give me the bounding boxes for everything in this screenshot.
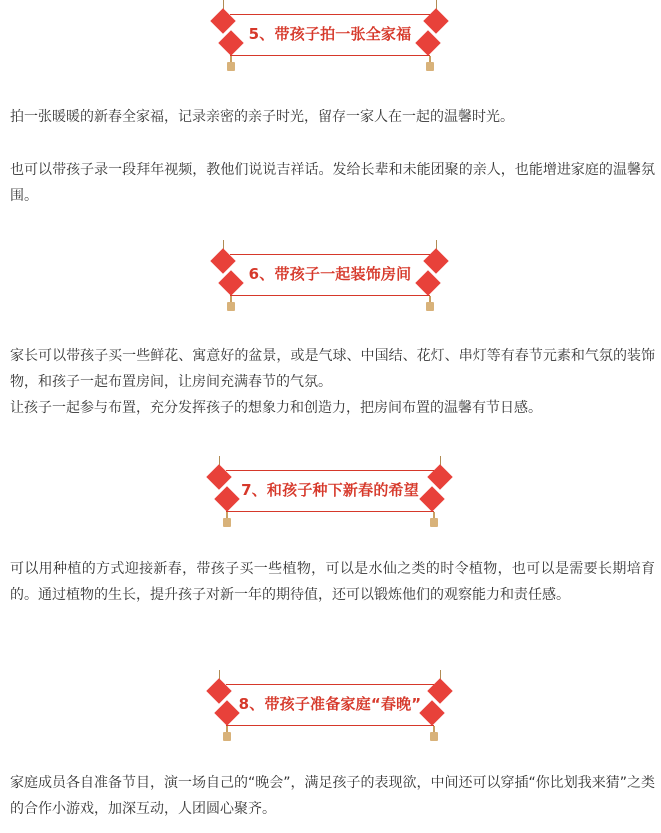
section-title-frame [226, 470, 434, 512]
section-title-frame [230, 14, 430, 56]
paragraph: 家庭成员各自准备节目，演一场自己的“晚会”，满足孩子的表现欲，中间还可以穿插“你比划我来猜”之类的合作小游戏，加深互动，人团圆心聚齐。 [10, 775, 656, 817]
section-title: 8、带孩子准备家庭“春晚” [238, 695, 422, 713]
paragraph: 可以用种植的方式迎接新春，带孩子买一些植物，可以是水仙之类的时令植物，也可以是需要长期培育的。通过植物的生长，提升孩子对新一年的期待值，还可以锻炼他们的观察能力和责任感。 [10, 561, 655, 603]
section-title: 5、带孩子拍一张全家福 [248, 25, 412, 43]
section-banner-5 [0, 0, 661, 70]
section-title-frame [230, 254, 430, 296]
paragraph: 拍一张暖暖的新春全家福，记录亲密的亲子时光，留存一家人在一起的温馨时光。 [10, 109, 514, 125]
tassel-icon [227, 62, 235, 71]
tassel-icon [223, 732, 231, 741]
section-title-frame [226, 684, 434, 726]
tassel-icon [227, 302, 235, 311]
section-banner-8 [0, 670, 661, 740]
paragraph: 让孩子一起参与布置，充分发挥孩子的想象力和创造力，把房间布置的温馨有节日感。 [10, 400, 542, 416]
paragraph: 家长可以带孩子买一些鲜花、寓意好的盆景，或是气球、中国结、花灯、串灯等有春节元素和气氛的装饰物，和孩子一起布置房间，让房间充满春节的气氛。 [10, 348, 655, 390]
tassel-icon [430, 732, 438, 741]
tassel-icon [426, 62, 434, 71]
section-title: 7、和孩子种下新春的希望 [241, 481, 419, 499]
paragraph: 也可以带孩子录一段拜年视频，教他们说说吉祥话。发给长辈和未能团聚的亲人，也能增进家庭的温馨氛围。 [10, 162, 655, 204]
section-banner-6 [0, 240, 661, 310]
tassel-icon [223, 518, 231, 527]
section-title: 6、带孩子一起装饰房间 [248, 265, 412, 283]
tassel-icon [430, 518, 438, 527]
tassel-icon [426, 302, 434, 311]
section-banner-7 [0, 456, 661, 526]
